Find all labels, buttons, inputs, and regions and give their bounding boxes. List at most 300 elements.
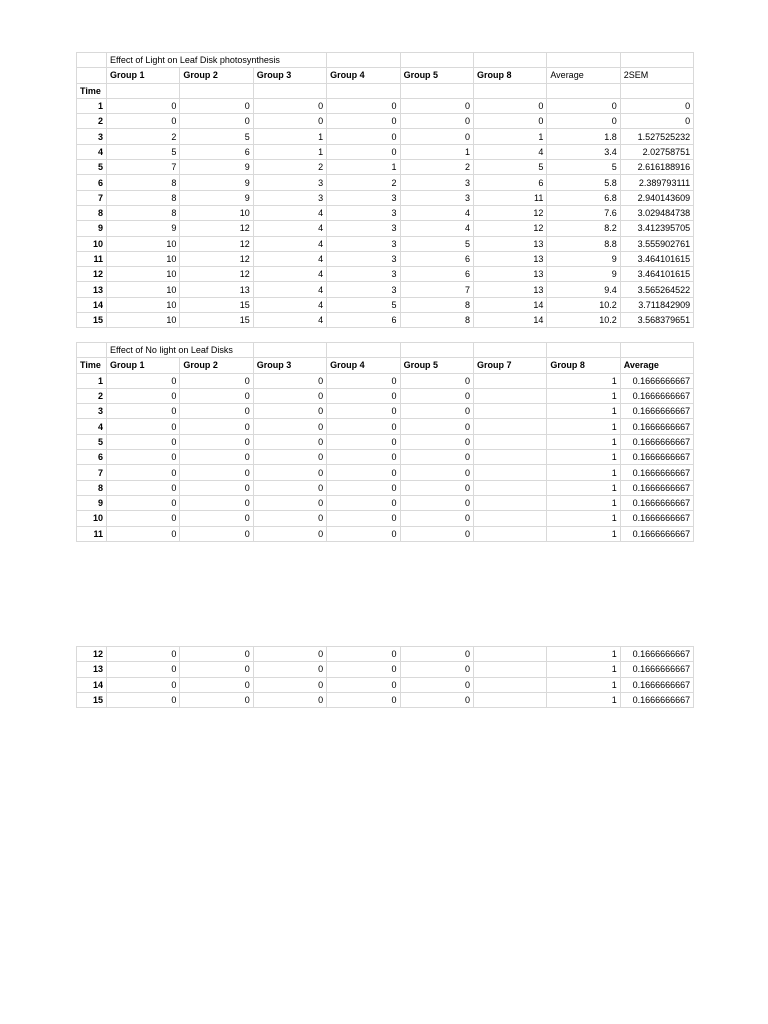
- data-cell[interactable]: 1: [253, 129, 326, 144]
- data-cell[interactable]: 1: [547, 692, 620, 707]
- header-cell[interactable]: Group 3: [253, 68, 326, 83]
- data-cell[interactable]: 0: [253, 404, 326, 419]
- header-cell[interactable]: Group 2: [180, 358, 253, 373]
- data-cell[interactable]: 0: [327, 677, 400, 692]
- data-cell[interactable]: 0: [473, 98, 546, 113]
- blank-cell[interactable]: [620, 53, 693, 68]
- data-cell[interactable]: 10: [107, 297, 180, 312]
- blank-cell[interactable]: [400, 83, 473, 98]
- data-cell[interactable]: 0.1666666667: [620, 465, 693, 480]
- time-cell[interactable]: 3: [77, 129, 107, 144]
- data-cell[interactable]: 8: [107, 205, 180, 220]
- data-cell[interactable]: 6: [180, 144, 253, 159]
- data-cell[interactable]: 0.1666666667: [620, 495, 693, 510]
- table-title[interactable]: Effect of Light on Leaf Disk photosynthesis: [107, 53, 327, 68]
- data-cell[interactable]: 0: [107, 677, 180, 692]
- data-cell[interactable]: 10: [107, 251, 180, 266]
- data-cell[interactable]: 15: [180, 313, 253, 328]
- data-cell[interactable]: 5: [107, 144, 180, 159]
- data-cell[interactable]: 0: [327, 388, 400, 403]
- data-cell[interactable]: 0: [327, 419, 400, 434]
- data-cell[interactable]: 4: [253, 267, 326, 282]
- data-cell[interactable]: 13: [180, 282, 253, 297]
- blank-cell[interactable]: [253, 83, 326, 98]
- data-cell[interactable]: 3: [327, 251, 400, 266]
- blank-cell[interactable]: [473, 53, 546, 68]
- blank-cell[interactable]: [77, 68, 107, 83]
- time-label[interactable]: Time: [77, 358, 107, 373]
- data-cell[interactable]: [473, 677, 546, 692]
- data-cell[interactable]: 0: [400, 662, 473, 677]
- data-cell[interactable]: 10: [107, 282, 180, 297]
- data-cell[interactable]: 6: [400, 251, 473, 266]
- data-cell[interactable]: [473, 526, 546, 541]
- blank-cell[interactable]: [327, 83, 400, 98]
- time-cell[interactable]: 9: [77, 221, 107, 236]
- blank-cell[interactable]: [327, 343, 400, 358]
- data-cell[interactable]: 10.2: [547, 297, 620, 312]
- data-cell[interactable]: 9: [180, 175, 253, 190]
- data-cell[interactable]: [473, 373, 546, 388]
- time-cell[interactable]: 4: [77, 419, 107, 434]
- data-cell[interactable]: 0.1666666667: [620, 404, 693, 419]
- data-cell[interactable]: 0.1666666667: [620, 480, 693, 495]
- data-cell[interactable]: 3: [400, 190, 473, 205]
- data-cell[interactable]: 0: [253, 434, 326, 449]
- data-cell[interactable]: 4: [400, 221, 473, 236]
- data-cell[interactable]: 6: [473, 175, 546, 190]
- data-cell[interactable]: 0: [253, 98, 326, 113]
- data-cell[interactable]: 9: [547, 267, 620, 282]
- data-cell[interactable]: 10: [107, 236, 180, 251]
- data-cell[interactable]: 2: [327, 175, 400, 190]
- data-cell[interactable]: [473, 662, 546, 677]
- data-cell[interactable]: 1: [547, 647, 620, 662]
- data-cell[interactable]: 1: [547, 511, 620, 526]
- data-cell[interactable]: 0.1666666667: [620, 511, 693, 526]
- data-cell[interactable]: 0: [327, 450, 400, 465]
- time-cell[interactable]: 6: [77, 175, 107, 190]
- data-cell[interactable]: 13: [473, 236, 546, 251]
- data-cell[interactable]: 0: [400, 495, 473, 510]
- data-cell[interactable]: 0: [327, 662, 400, 677]
- data-cell[interactable]: 0.1666666667: [620, 677, 693, 692]
- data-cell[interactable]: 10: [107, 267, 180, 282]
- data-cell[interactable]: 0: [327, 114, 400, 129]
- data-cell[interactable]: 0: [180, 662, 253, 677]
- data-cell[interactable]: 0: [107, 388, 180, 403]
- header-cell[interactable]: Group 5: [400, 68, 473, 83]
- data-cell[interactable]: 1: [327, 160, 400, 175]
- data-cell[interactable]: 0: [400, 692, 473, 707]
- time-cell[interactable]: 10: [77, 236, 107, 251]
- data-cell[interactable]: 6: [327, 313, 400, 328]
- data-cell[interactable]: 7: [400, 282, 473, 297]
- time-cell[interactable]: 2: [77, 388, 107, 403]
- data-cell[interactable]: 3: [327, 267, 400, 282]
- data-cell[interactable]: 1.527525232: [620, 129, 693, 144]
- data-cell[interactable]: 0: [620, 98, 693, 113]
- table-title[interactable]: Effect of No light on Leaf Disks: [107, 343, 254, 358]
- header-cell[interactable]: Group 8: [473, 68, 546, 83]
- data-cell[interactable]: 0: [107, 404, 180, 419]
- data-cell[interactable]: 0: [400, 404, 473, 419]
- data-cell[interactable]: 0: [400, 677, 473, 692]
- data-cell[interactable]: [473, 388, 546, 403]
- data-cell[interactable]: 5: [400, 236, 473, 251]
- data-cell[interactable]: 9.4: [547, 282, 620, 297]
- data-cell[interactable]: 0.1666666667: [620, 450, 693, 465]
- data-cell[interactable]: 1: [547, 373, 620, 388]
- data-cell[interactable]: 14: [473, 297, 546, 312]
- data-cell[interactable]: 15: [180, 297, 253, 312]
- data-cell[interactable]: 2: [253, 160, 326, 175]
- data-cell[interactable]: 1: [547, 526, 620, 541]
- data-cell[interactable]: 6: [400, 267, 473, 282]
- blank-cell[interactable]: [620, 83, 693, 98]
- time-cell[interactable]: 3: [77, 404, 107, 419]
- data-cell[interactable]: 0: [400, 480, 473, 495]
- data-cell[interactable]: [473, 419, 546, 434]
- data-cell[interactable]: 0: [107, 98, 180, 113]
- data-cell[interactable]: 0: [400, 450, 473, 465]
- data-cell[interactable]: 0.1666666667: [620, 647, 693, 662]
- data-cell[interactable]: 5: [547, 160, 620, 175]
- time-cell[interactable]: 1: [77, 373, 107, 388]
- blank-cell[interactable]: [327, 53, 400, 68]
- data-cell[interactable]: 1: [547, 450, 620, 465]
- data-cell[interactable]: 0: [400, 511, 473, 526]
- data-cell[interactable]: 0: [473, 114, 546, 129]
- data-cell[interactable]: 1: [547, 419, 620, 434]
- header-cell[interactable]: Group 3: [253, 358, 326, 373]
- data-cell[interactable]: 2.389793111: [620, 175, 693, 190]
- data-cell[interactable]: 0.1666666667: [620, 388, 693, 403]
- data-cell[interactable]: 0.1666666667: [620, 373, 693, 388]
- time-cell[interactable]: 7: [77, 465, 107, 480]
- header-cell[interactable]: Group 5: [400, 358, 473, 373]
- data-cell[interactable]: 0: [327, 511, 400, 526]
- data-cell[interactable]: 0: [253, 373, 326, 388]
- data-cell[interactable]: 13: [473, 251, 546, 266]
- data-cell[interactable]: 0: [180, 450, 253, 465]
- header-cell[interactable]: Group 4: [327, 358, 400, 373]
- data-cell[interactable]: 0: [107, 692, 180, 707]
- data-cell[interactable]: 0: [547, 114, 620, 129]
- data-cell[interactable]: 3: [327, 205, 400, 220]
- data-cell[interactable]: 3: [327, 221, 400, 236]
- data-cell[interactable]: 0: [180, 114, 253, 129]
- data-cell[interactable]: 2.02758751: [620, 144, 693, 159]
- data-cell[interactable]: 0: [327, 480, 400, 495]
- time-cell[interactable]: 2: [77, 114, 107, 129]
- data-cell[interactable]: 1: [547, 677, 620, 692]
- data-cell[interactable]: 5: [327, 297, 400, 312]
- data-cell[interactable]: 0: [400, 647, 473, 662]
- time-cell[interactable]: 5: [77, 434, 107, 449]
- data-cell[interactable]: 0: [180, 98, 253, 113]
- header-cell[interactable]: 2SEM: [620, 68, 693, 83]
- data-cell[interactable]: 1: [547, 495, 620, 510]
- data-cell[interactable]: 1: [547, 404, 620, 419]
- blank-cell[interactable]: [77, 343, 107, 358]
- data-cell[interactable]: 0: [180, 388, 253, 403]
- data-cell[interactable]: 0: [327, 373, 400, 388]
- data-cell[interactable]: 12: [473, 205, 546, 220]
- data-cell[interactable]: 3.565264522: [620, 282, 693, 297]
- time-cell[interactable]: 12: [77, 267, 107, 282]
- data-cell[interactable]: 3.555902761: [620, 236, 693, 251]
- data-cell[interactable]: 0: [253, 677, 326, 692]
- data-cell[interactable]: 0: [400, 388, 473, 403]
- data-cell[interactable]: 2.616188916: [620, 160, 693, 175]
- data-cell[interactable]: 0: [327, 692, 400, 707]
- data-cell[interactable]: 7: [107, 160, 180, 175]
- data-cell[interactable]: 0: [327, 404, 400, 419]
- data-cell[interactable]: 14: [473, 313, 546, 328]
- data-cell[interactable]: 0: [620, 114, 693, 129]
- time-cell[interactable]: 6: [77, 450, 107, 465]
- data-cell[interactable]: 8: [400, 313, 473, 328]
- data-cell[interactable]: 0: [400, 98, 473, 113]
- data-cell[interactable]: 0: [327, 98, 400, 113]
- time-cell[interactable]: 13: [77, 282, 107, 297]
- data-cell[interactable]: 0: [180, 434, 253, 449]
- data-cell[interactable]: 13: [473, 282, 546, 297]
- data-cell[interactable]: 0: [107, 450, 180, 465]
- data-cell[interactable]: 0: [253, 450, 326, 465]
- data-cell[interactable]: 2.940143609: [620, 190, 693, 205]
- data-cell[interactable]: 0: [400, 434, 473, 449]
- data-cell[interactable]: 12: [473, 221, 546, 236]
- time-cell[interactable]: 13: [77, 662, 107, 677]
- data-cell[interactable]: 8: [400, 297, 473, 312]
- data-cell[interactable]: 0: [327, 144, 400, 159]
- data-cell[interactable]: 0.1666666667: [620, 419, 693, 434]
- data-cell[interactable]: 1: [400, 144, 473, 159]
- data-cell[interactable]: 0: [180, 511, 253, 526]
- data-cell[interactable]: 2: [400, 160, 473, 175]
- blank-cell[interactable]: [547, 53, 620, 68]
- data-cell[interactable]: 0: [253, 388, 326, 403]
- data-cell[interactable]: 3: [327, 190, 400, 205]
- data-cell[interactable]: 3: [253, 190, 326, 205]
- blank-cell[interactable]: [547, 83, 620, 98]
- data-cell[interactable]: 9: [547, 251, 620, 266]
- data-cell[interactable]: 4: [253, 205, 326, 220]
- data-cell[interactable]: 1: [253, 144, 326, 159]
- data-cell[interactable]: 4: [253, 282, 326, 297]
- time-cell[interactable]: 11: [77, 251, 107, 266]
- data-cell[interactable]: 5: [180, 129, 253, 144]
- header-cell[interactable]: Group 4: [327, 68, 400, 83]
- data-cell[interactable]: 0: [327, 129, 400, 144]
- time-cell[interactable]: 15: [77, 692, 107, 707]
- data-cell[interactable]: 5.8: [547, 175, 620, 190]
- data-cell[interactable]: 0: [400, 129, 473, 144]
- time-cell[interactable]: 10: [77, 511, 107, 526]
- data-cell[interactable]: 4: [253, 251, 326, 266]
- data-cell[interactable]: 0: [180, 495, 253, 510]
- data-cell[interactable]: [473, 450, 546, 465]
- data-cell[interactable]: 4: [253, 313, 326, 328]
- data-cell[interactable]: 4: [253, 236, 326, 251]
- blank-cell[interactable]: [180, 83, 253, 98]
- blank-cell[interactable]: [253, 343, 326, 358]
- data-cell[interactable]: 3: [327, 282, 400, 297]
- data-cell[interactable]: 0: [253, 692, 326, 707]
- data-cell[interactable]: 0: [107, 662, 180, 677]
- data-cell[interactable]: 0: [107, 373, 180, 388]
- time-cell[interactable]: 4: [77, 144, 107, 159]
- data-cell[interactable]: 0: [400, 373, 473, 388]
- data-cell[interactable]: 0: [253, 662, 326, 677]
- data-cell[interactable]: 0: [107, 511, 180, 526]
- data-cell[interactable]: 9: [180, 190, 253, 205]
- data-cell[interactable]: 4: [473, 144, 546, 159]
- data-cell[interactable]: 8.2: [547, 221, 620, 236]
- data-cell[interactable]: [473, 434, 546, 449]
- data-cell[interactable]: 0: [327, 434, 400, 449]
- data-cell[interactable]: 0: [253, 647, 326, 662]
- data-cell[interactable]: 8: [107, 190, 180, 205]
- data-cell[interactable]: 0.1666666667: [620, 662, 693, 677]
- time-cell[interactable]: 15: [77, 313, 107, 328]
- header-cell[interactable]: Average: [547, 68, 620, 83]
- data-cell[interactable]: 9: [180, 160, 253, 175]
- time-cell[interactable]: 14: [77, 297, 107, 312]
- data-cell[interactable]: [473, 480, 546, 495]
- header-cell[interactable]: Average: [620, 358, 693, 373]
- data-cell[interactable]: 1: [547, 480, 620, 495]
- data-cell[interactable]: 3.711842909: [620, 297, 693, 312]
- data-cell[interactable]: 0: [400, 526, 473, 541]
- data-cell[interactable]: 0: [253, 465, 326, 480]
- data-cell[interactable]: 3.464101615: [620, 267, 693, 282]
- header-cell[interactable]: Group 7: [473, 358, 546, 373]
- data-cell[interactable]: 0: [253, 419, 326, 434]
- data-cell[interactable]: [473, 404, 546, 419]
- time-cell[interactable]: 14: [77, 677, 107, 692]
- data-cell[interactable]: 1: [547, 662, 620, 677]
- data-cell[interactable]: [473, 692, 546, 707]
- header-cell[interactable]: Group 1: [107, 68, 180, 83]
- data-cell[interactable]: 1.8: [547, 129, 620, 144]
- data-cell[interactable]: 12: [180, 221, 253, 236]
- data-cell[interactable]: 8.8: [547, 236, 620, 251]
- data-cell[interactable]: 3.412395705: [620, 221, 693, 236]
- data-cell[interactable]: 0: [400, 114, 473, 129]
- data-cell[interactable]: 4: [253, 221, 326, 236]
- data-cell[interactable]: 0.1666666667: [620, 434, 693, 449]
- time-cell[interactable]: 9: [77, 495, 107, 510]
- data-cell[interactable]: 4: [400, 205, 473, 220]
- data-cell[interactable]: 0.1666666667: [620, 692, 693, 707]
- data-cell[interactable]: 0: [327, 495, 400, 510]
- time-cell[interactable]: 5: [77, 160, 107, 175]
- data-cell[interactable]: 8: [107, 175, 180, 190]
- data-cell[interactable]: [473, 465, 546, 480]
- data-cell[interactable]: 9: [107, 221, 180, 236]
- time-cell[interactable]: 12: [77, 647, 107, 662]
- time-cell[interactable]: 11: [77, 526, 107, 541]
- data-cell[interactable]: 12: [180, 251, 253, 266]
- data-cell[interactable]: 0: [107, 495, 180, 510]
- data-cell[interactable]: 0: [180, 419, 253, 434]
- blank-cell[interactable]: [77, 53, 107, 68]
- data-cell[interactable]: 0: [180, 647, 253, 662]
- blank-cell[interactable]: [400, 53, 473, 68]
- data-cell[interactable]: 5: [473, 160, 546, 175]
- header-cell[interactable]: Group 1: [107, 358, 180, 373]
- header-cell[interactable]: Group 2: [180, 68, 253, 83]
- data-cell[interactable]: 0: [253, 511, 326, 526]
- data-cell[interactable]: 4: [253, 297, 326, 312]
- data-cell[interactable]: 0: [180, 373, 253, 388]
- data-cell[interactable]: 1: [547, 434, 620, 449]
- blank-cell[interactable]: [107, 83, 180, 98]
- data-cell[interactable]: 0: [547, 98, 620, 113]
- data-cell[interactable]: 11: [473, 190, 546, 205]
- data-cell[interactable]: 0: [107, 526, 180, 541]
- data-cell[interactable]: 0: [180, 404, 253, 419]
- data-cell[interactable]: 0: [107, 419, 180, 434]
- data-cell[interactable]: 3.4: [547, 144, 620, 159]
- data-cell[interactable]: 0: [327, 526, 400, 541]
- data-cell[interactable]: 0: [400, 465, 473, 480]
- data-cell[interactable]: 3: [327, 236, 400, 251]
- data-cell[interactable]: 13: [473, 267, 546, 282]
- data-cell[interactable]: 0: [327, 465, 400, 480]
- data-cell[interactable]: 10: [180, 205, 253, 220]
- data-cell[interactable]: 10: [107, 313, 180, 328]
- time-cell[interactable]: 8: [77, 205, 107, 220]
- data-cell[interactable]: 10.2: [547, 313, 620, 328]
- data-cell[interactable]: 7.6: [547, 205, 620, 220]
- data-cell[interactable]: 3: [400, 175, 473, 190]
- time-cell[interactable]: 7: [77, 190, 107, 205]
- data-cell[interactable]: 1: [473, 129, 546, 144]
- blank-cell[interactable]: [400, 343, 473, 358]
- data-cell[interactable]: 0: [180, 480, 253, 495]
- data-cell[interactable]: 0.1666666667: [620, 526, 693, 541]
- data-cell[interactable]: 0: [107, 480, 180, 495]
- data-cell[interactable]: 0: [180, 526, 253, 541]
- data-cell[interactable]: 0: [253, 495, 326, 510]
- data-cell[interactable]: 0: [400, 419, 473, 434]
- data-cell[interactable]: 2: [107, 129, 180, 144]
- data-cell[interactable]: 3.029484738: [620, 205, 693, 220]
- data-cell[interactable]: [473, 511, 546, 526]
- header-cell[interactable]: Group 8: [547, 358, 620, 373]
- data-cell[interactable]: 12: [180, 236, 253, 251]
- data-cell[interactable]: 3: [253, 175, 326, 190]
- data-cell[interactable]: 3.464101615: [620, 251, 693, 266]
- data-cell[interactable]: [473, 495, 546, 510]
- data-cell[interactable]: 0: [253, 480, 326, 495]
- blank-cell[interactable]: [620, 343, 693, 358]
- data-cell[interactable]: 0: [107, 114, 180, 129]
- blank-cell[interactable]: [473, 343, 546, 358]
- data-cell[interactable]: 0: [253, 526, 326, 541]
- data-cell[interactable]: 0: [107, 647, 180, 662]
- data-cell[interactable]: 0: [180, 677, 253, 692]
- data-cell[interactable]: 1: [547, 388, 620, 403]
- data-cell[interactable]: 6.8: [547, 190, 620, 205]
- time-label[interactable]: Time: [77, 83, 107, 98]
- data-cell[interactable]: 0: [180, 692, 253, 707]
- blank-cell[interactable]: [547, 343, 620, 358]
